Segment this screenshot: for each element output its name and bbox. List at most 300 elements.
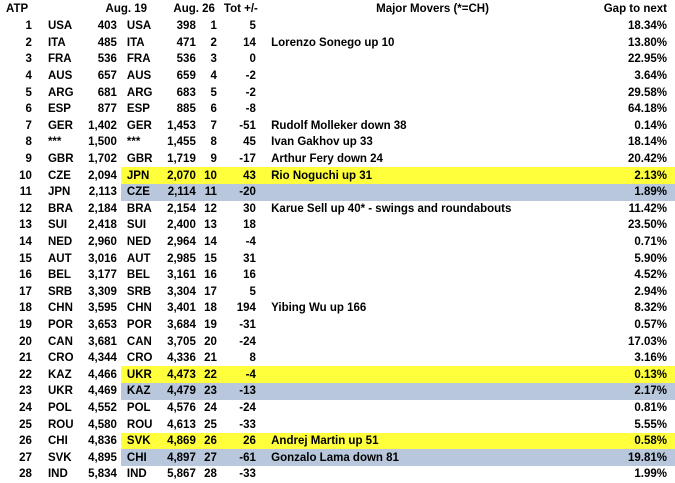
aug19-points-cell: 1,402 [88, 119, 117, 132]
spacer-cell [258, 201, 271, 218]
aug19-country-cell: ROU [47, 418, 74, 431]
aug19-country-cell: SVK [47, 451, 72, 464]
table-row [0, 284, 675, 301]
atp-rank-cell: 13 [19, 219, 32, 232]
aug26-country-cell: SVK [121, 433, 161, 450]
major-mover-cell [271, 184, 594, 201]
gap-to-next-cell: 2.94% [634, 285, 667, 298]
aug26-country-cell: ROU [126, 418, 153, 431]
tot-change-cell: 5 [249, 285, 256, 298]
aug26-points-cell: 683 [176, 86, 196, 99]
aug26-country-cell: POL [126, 401, 151, 414]
spacer-cell [258, 234, 271, 251]
tot-change-cell: 5 [249, 20, 256, 33]
tot-change-cell: 45 [243, 136, 256, 149]
major-mover-cell [271, 366, 594, 383]
aug19-country-cell: GBR [47, 153, 74, 166]
aug19-country-cell: GER [47, 119, 73, 132]
tot-change-cell: -33 [239, 418, 256, 431]
aug26-points-cell: 2,114 [161, 184, 200, 201]
aug26-country-cell: SRB [126, 285, 152, 298]
aug26-rank-cell: 4 [210, 70, 217, 83]
aug19-points-cell: 1,500 [88, 136, 117, 149]
atp-rank-cell: 11 [19, 186, 32, 199]
atp-rank-cell: 7 [25, 119, 32, 132]
aug19-country-cell: POR [47, 318, 73, 331]
spacer-cell [258, 366, 271, 383]
gap-to-next-cell: 29.58% [627, 86, 667, 99]
atp-rank-cell: 20 [19, 335, 32, 348]
gap-to-next-cell: 0.57% [634, 318, 667, 331]
aug26-points-cell: 3,684 [167, 318, 196, 331]
aug19-points-cell: 2,960 [88, 236, 117, 249]
aug19-country-cell: BRA [47, 202, 73, 215]
table-row [0, 449, 675, 466]
gap-to-next-cell: 3.64% [634, 70, 667, 83]
aug19-country-cell: JPN [47, 186, 71, 199]
atp-rank-cell: 14 [19, 236, 32, 249]
table-row [0, 250, 675, 267]
aug19-country-cell: ESP [47, 103, 71, 116]
aug19-points-cell: 3,177 [88, 269, 117, 282]
tot-change-cell: -17 [239, 153, 256, 166]
major-mover-cell [271, 267, 594, 284]
aug19-points-cell: 403 [97, 20, 117, 33]
aug19-points-cell: 536 [97, 53, 117, 66]
aug26-rank-cell: 14 [204, 236, 217, 249]
aug26-country-cell: CAN [126, 335, 152, 348]
aug19-points-cell: 657 [97, 70, 117, 83]
aug19-points-cell: 2,094 [88, 169, 117, 182]
table-row [0, 366, 675, 383]
aug26-country-cell: ITA [126, 36, 145, 49]
table-row [0, 84, 675, 101]
aug19-country-cell: CHN [47, 302, 73, 315]
aug26-rank-cell: 17 [204, 285, 217, 298]
aug26-points-cell: 4,869 [161, 433, 200, 450]
major-mover-cell [271, 350, 594, 367]
spacer-cell [258, 284, 271, 301]
aug26-country-cell: CRO [126, 352, 153, 365]
gap-to-next-cell: 0.14% [634, 119, 667, 132]
aug26-country-cell: BRA [126, 202, 152, 215]
tot-change-cell: -2 [245, 70, 256, 83]
major-mover-cell: Rudolf Molleker down 38 [271, 119, 407, 132]
aug26-country-cell: ARG [126, 86, 153, 99]
aug26-country-cell: NED [126, 236, 152, 249]
aug26-points-cell: 3,161 [167, 269, 196, 282]
aug19-points-cell: 3,681 [88, 335, 117, 348]
aug26-points-cell: 4,613 [167, 418, 196, 431]
major-mover-cell [271, 333, 594, 350]
gap-to-next-cell: 18.14% [627, 136, 667, 149]
atp-rank-cell: 19 [19, 318, 32, 331]
tot-change-cell: 194 [236, 302, 256, 315]
tot-change-cell: -4 [245, 236, 256, 249]
tot-change-cell: -51 [239, 119, 256, 132]
aug26-country-cell: USA [126, 20, 152, 33]
atp-rank-cell: 16 [19, 269, 32, 282]
tot-change-cell: -31 [239, 318, 256, 331]
aug19-country-cell: AUT [47, 252, 72, 265]
tot-change-cell: -13 [219, 383, 258, 400]
header-aug26: Aug. 26 [173, 3, 215, 15]
spacer-cell [258, 101, 271, 118]
spacer-cell [258, 433, 271, 450]
atp-rank-cell: 24 [19, 401, 32, 414]
aug26-points-cell: 3,705 [167, 335, 196, 348]
aug19-points-cell: 4,895 [88, 451, 117, 464]
aug26-country-cell: KAZ [121, 383, 161, 400]
tot-change-cell: -61 [219, 449, 258, 466]
aug26-rank-cell: 18 [204, 302, 217, 315]
gap-to-next-cell: 0.81% [634, 401, 667, 414]
atp-rank-cell: 25 [19, 418, 32, 431]
aug19-country-cell: ITA [47, 36, 66, 49]
gap-to-next-cell: 5.55% [634, 418, 667, 431]
table-row [0, 350, 675, 367]
aug26-country-cell: UKR [121, 366, 161, 383]
major-mover-cell: Arthur Fery down 24 [271, 153, 383, 166]
aug26-points-cell: 2,070 [161, 167, 200, 184]
major-mover-cell [271, 383, 594, 400]
atp-rank-cell: 23 [19, 385, 32, 398]
table-row [0, 201, 675, 218]
aug26-points-cell: 4,473 [161, 366, 200, 383]
table-row [0, 234, 675, 251]
aug26-points-cell: 1,453 [167, 119, 196, 132]
aug26-rank-cell: 15 [204, 252, 217, 265]
major-mover-cell [271, 68, 594, 85]
rankings-body [0, 18, 675, 483]
aug19-country-cell: BEL [47, 269, 71, 282]
aug26-rank-cell: 27 [200, 449, 219, 466]
spacer-cell [258, 416, 271, 433]
gap-to-next-cell: 1.99% [634, 468, 667, 481]
gap-to-next-cell: 4.52% [634, 269, 667, 282]
gap-to-next-cell: 23.50% [627, 219, 667, 232]
aug26-rank-cell: 6 [210, 103, 217, 116]
table-row [0, 151, 675, 168]
aug26-points-cell: 471 [176, 36, 196, 49]
major-mover-cell [271, 284, 594, 301]
aug19-points-cell: 681 [97, 86, 117, 99]
atp-rank-cell: 18 [19, 302, 32, 315]
spacer-cell [258, 267, 271, 284]
aug26-rank-cell: 12 [204, 202, 217, 215]
aug19-country-cell: NED [47, 236, 73, 249]
gap-to-next-cell: 22.95% [627, 53, 667, 66]
major-mover-cell [271, 400, 594, 417]
aug26-points-cell: 4,897 [161, 449, 200, 466]
spacer-cell [258, 51, 271, 68]
aug19-points-cell: 4,552 [88, 401, 117, 414]
aug26-country-cell: IND [126, 468, 147, 481]
header-gap: Gap to next [603, 3, 667, 15]
major-mover-cell [271, 101, 594, 118]
aug26-points-cell: 3,304 [167, 285, 196, 298]
aug26-points-cell: 2,964 [167, 236, 196, 249]
spacer-cell [258, 466, 271, 483]
gap-to-next-cell: 17.03% [627, 335, 667, 348]
aug26-points-cell: 1,455 [167, 136, 196, 149]
aug26-rank-cell: 20 [204, 335, 217, 348]
atp-rank-cell: 15 [19, 252, 32, 265]
aug26-country-cell: AUT [126, 252, 151, 265]
aug26-rank-cell: 28 [204, 468, 217, 481]
tot-change-cell: 31 [243, 252, 256, 265]
aug19-points-cell: 4,580 [88, 418, 117, 431]
spacer-cell [258, 84, 271, 101]
major-mover-cell: Andrej Martin up 51 [271, 433, 594, 450]
atp-rank-cell: 10 [19, 169, 32, 182]
atp-rank-cell: 26 [19, 435, 32, 448]
gap-to-next-cell: 8.32% [634, 302, 667, 315]
major-mover-cell [271, 317, 594, 334]
atp-rank-cell: 21 [19, 352, 32, 365]
header-aug19: Aug. 19 [105, 3, 148, 15]
aug19-points-cell: 4,469 [88, 385, 117, 398]
tot-change-cell: -8 [245, 103, 256, 116]
aug26-rank-cell: 9 [210, 153, 217, 166]
aug26-rank-cell: 7 [210, 119, 217, 132]
gap-to-next-cell: 19.81% [594, 449, 675, 466]
aug26-points-cell: 4,336 [167, 352, 196, 365]
aug19-points-cell: 1,702 [88, 153, 117, 166]
aug19-country-cell: KAZ [47, 368, 72, 381]
aug19-points-cell: 3,653 [88, 318, 117, 331]
aug26-country-cell: JPN [121, 167, 161, 184]
aug26-rank-cell: 2 [210, 36, 217, 49]
aug26-points-cell: 3,401 [167, 302, 196, 315]
aug19-points-cell: 4,466 [88, 368, 117, 381]
atp-rank-cell: 28 [19, 468, 32, 481]
spacer-cell [258, 217, 271, 234]
aug26-rank-cell: 26 [200, 433, 219, 450]
aug26-country-cell: GBR [126, 153, 153, 166]
gap-to-next-cell: 3.16% [634, 352, 667, 365]
spacer-cell [258, 18, 271, 35]
aug19-country-cell: CHI [47, 435, 68, 448]
gap-to-next-cell: 64.18% [627, 103, 667, 116]
aug26-points-cell: 5,867 [167, 468, 196, 481]
table-row [0, 184, 675, 201]
tot-change-cell: 16 [243, 269, 256, 282]
major-mover-cell [271, 18, 594, 35]
aug26-rank-cell: 10 [200, 167, 219, 184]
table-row [0, 167, 675, 184]
atp-rank-cell: 5 [25, 86, 32, 99]
tot-change-cell: 18 [243, 219, 256, 232]
aug26-country-cell: CZE [121, 184, 161, 201]
atp-rank-cell: 3 [25, 53, 32, 66]
aug26-country-cell: *** [126, 136, 141, 149]
atp-rank-cell: 6 [25, 103, 32, 116]
aug26-points-cell: 2,154 [167, 202, 196, 215]
aug19-country-cell: CAN [47, 335, 73, 348]
aug26-points-cell: 4,479 [161, 383, 200, 400]
aug26-rank-cell: 11 [200, 184, 219, 201]
aug19-points-cell: 3,309 [88, 285, 117, 298]
table-row [0, 18, 675, 35]
aug26-country-cell: SUI [126, 219, 147, 232]
gap-to-next-cell: 0.13% [594, 366, 675, 383]
aug26-country-cell: BEL [126, 269, 150, 282]
major-mover-cell [271, 51, 594, 68]
aug26-country-cell: CHN [126, 302, 152, 315]
major-mover-cell [271, 84, 594, 101]
aug26-country-cell: FRA [126, 53, 151, 66]
table-row [0, 416, 675, 433]
aug19-country-cell: CZE [47, 169, 71, 182]
atp-rank-cell: 27 [19, 451, 32, 464]
aug19-country-cell: UKR [47, 385, 73, 398]
aug26-rank-cell: 16 [204, 269, 217, 282]
aug19-points-cell: 2,418 [88, 219, 117, 232]
aug26-rank-cell: 24 [204, 401, 217, 414]
spacer-cell [258, 184, 271, 201]
atp-rank-cell: 4 [25, 70, 32, 83]
tot-change-cell: 26 [219, 433, 258, 450]
aug19-country-cell: *** [47, 136, 62, 149]
tot-change-cell: -33 [239, 468, 256, 481]
major-mover-cell [271, 217, 594, 234]
aug19-country-cell: POL [47, 401, 72, 414]
gap-to-next-cell: 2.17% [594, 383, 675, 400]
aug26-rank-cell: 13 [204, 219, 217, 232]
aug26-points-cell: 536 [176, 53, 196, 66]
aug26-points-cell: 398 [176, 20, 196, 33]
aug26-rank-cell: 8 [210, 136, 217, 149]
aug19-points-cell: 877 [97, 103, 117, 116]
header-row [0, 0, 675, 18]
aug26-rank-cell: 5 [210, 86, 217, 99]
spacer-cell [258, 300, 271, 317]
aug26-points-cell: 2,985 [167, 252, 196, 265]
major-mover-cell [271, 416, 594, 433]
tot-change-cell: 8 [249, 352, 256, 365]
gap-to-next-cell: 1.89% [594, 184, 675, 201]
table-row [0, 383, 675, 400]
gap-to-next-cell: 5.90% [634, 252, 667, 265]
aug26-points-cell: 1,719 [167, 153, 196, 166]
spacer-cell [258, 68, 271, 85]
gap-to-next-cell: 0.71% [634, 236, 667, 249]
aug26-country-cell: ESP [126, 103, 150, 116]
major-mover-cell [271, 466, 594, 483]
table-row [0, 433, 675, 450]
major-mover-cell [271, 250, 594, 267]
aug19-country-cell: FRA [47, 53, 72, 66]
spacer-cell [258, 134, 271, 151]
tot-change-cell: 0 [249, 53, 256, 66]
spacer-cell [258, 400, 271, 417]
spacer-cell [258, 35, 271, 52]
gap-to-next-cell: 11.42% [628, 202, 667, 215]
aug19-points-cell: 485 [97, 36, 117, 49]
gap-to-next-cell: 2.13% [594, 167, 675, 184]
spacer-cell [258, 167, 271, 184]
atp-rank-cell: 22 [19, 368, 32, 381]
spacer-cell [258, 151, 271, 168]
table-row [0, 118, 675, 135]
aug26-rank-cell: 3 [210, 53, 217, 66]
aug19-country-cell: SRB [47, 285, 73, 298]
aug26-country-cell: GER [126, 119, 152, 132]
atp-rank-cell: 8 [25, 136, 32, 149]
atp-rank-cell: 1 [25, 20, 32, 33]
table-row [0, 400, 675, 417]
header-movers: Major Movers (*=CH) [376, 3, 489, 15]
gap-to-next-cell: 13.80% [627, 36, 667, 49]
table-row [0, 267, 675, 284]
spacer-cell [258, 383, 271, 400]
spacer-cell [258, 317, 271, 334]
spacer-cell [258, 350, 271, 367]
atp-rank-cell: 2 [25, 36, 32, 49]
aug19-points-cell: 3,016 [88, 252, 117, 265]
table-row [0, 68, 675, 85]
table-row [0, 101, 675, 118]
aug26-rank-cell: 21 [204, 352, 217, 365]
aug19-country-cell: SUI [47, 219, 68, 232]
aug26-rank-cell: 19 [204, 318, 217, 331]
table-row [0, 51, 675, 68]
aug19-points-cell: 3,595 [88, 302, 117, 315]
spacer-cell [258, 118, 271, 135]
aug26-rank-cell: 1 [210, 20, 217, 33]
aug26-country-cell: CHI [121, 449, 161, 466]
tot-change-cell: 43 [219, 167, 258, 184]
tot-change-cell: -4 [219, 366, 258, 383]
table-row [0, 333, 675, 350]
major-mover-cell [271, 234, 594, 251]
aug26-points-cell: 659 [176, 70, 196, 83]
atp-rank-cell: 17 [19, 285, 32, 298]
aug19-country-cell: ARG [47, 86, 74, 99]
aug26-rank-cell: 22 [200, 366, 219, 383]
table-row [0, 466, 675, 483]
major-mover-cell: Karue Sell up 40* - swings and roundabouts [271, 202, 512, 215]
header-atp: ATP [6, 3, 29, 15]
aug19-country-cell: USA [47, 20, 73, 33]
aug26-points-cell: 885 [176, 103, 196, 116]
header-tot: Tot +/- [223, 3, 258, 15]
tot-change-cell: 14 [243, 36, 256, 49]
gap-to-next-cell: 0.58% [594, 433, 675, 450]
major-mover-cell: Yibing Wu up 166 [271, 302, 367, 315]
table-row [0, 300, 675, 317]
major-mover-cell: Ivan Gakhov up 33 [271, 136, 373, 149]
tot-change-cell: -2 [245, 86, 256, 99]
spacer-cell [258, 250, 271, 267]
aug19-country-cell: IND [47, 468, 68, 481]
aug26-rank-cell: 25 [204, 418, 217, 431]
gap-to-next-cell: 20.42% [627, 153, 667, 166]
major-mover-cell: Rio Noguchi up 31 [271, 167, 594, 184]
table-row [0, 134, 675, 151]
table-row [0, 317, 675, 334]
spacer-cell [258, 333, 271, 350]
aug26-country-cell: POR [126, 318, 152, 331]
aug19-points-cell: 2,184 [88, 202, 117, 215]
aug26-rank-cell: 23 [200, 383, 219, 400]
aug19-points-cell: 2,113 [88, 186, 117, 199]
tot-change-cell: -24 [239, 335, 256, 348]
aug26-points-cell: 2,400 [167, 219, 196, 232]
aug26-country-cell: AUS [126, 70, 152, 83]
atp-rank-cell: 9 [25, 153, 32, 166]
